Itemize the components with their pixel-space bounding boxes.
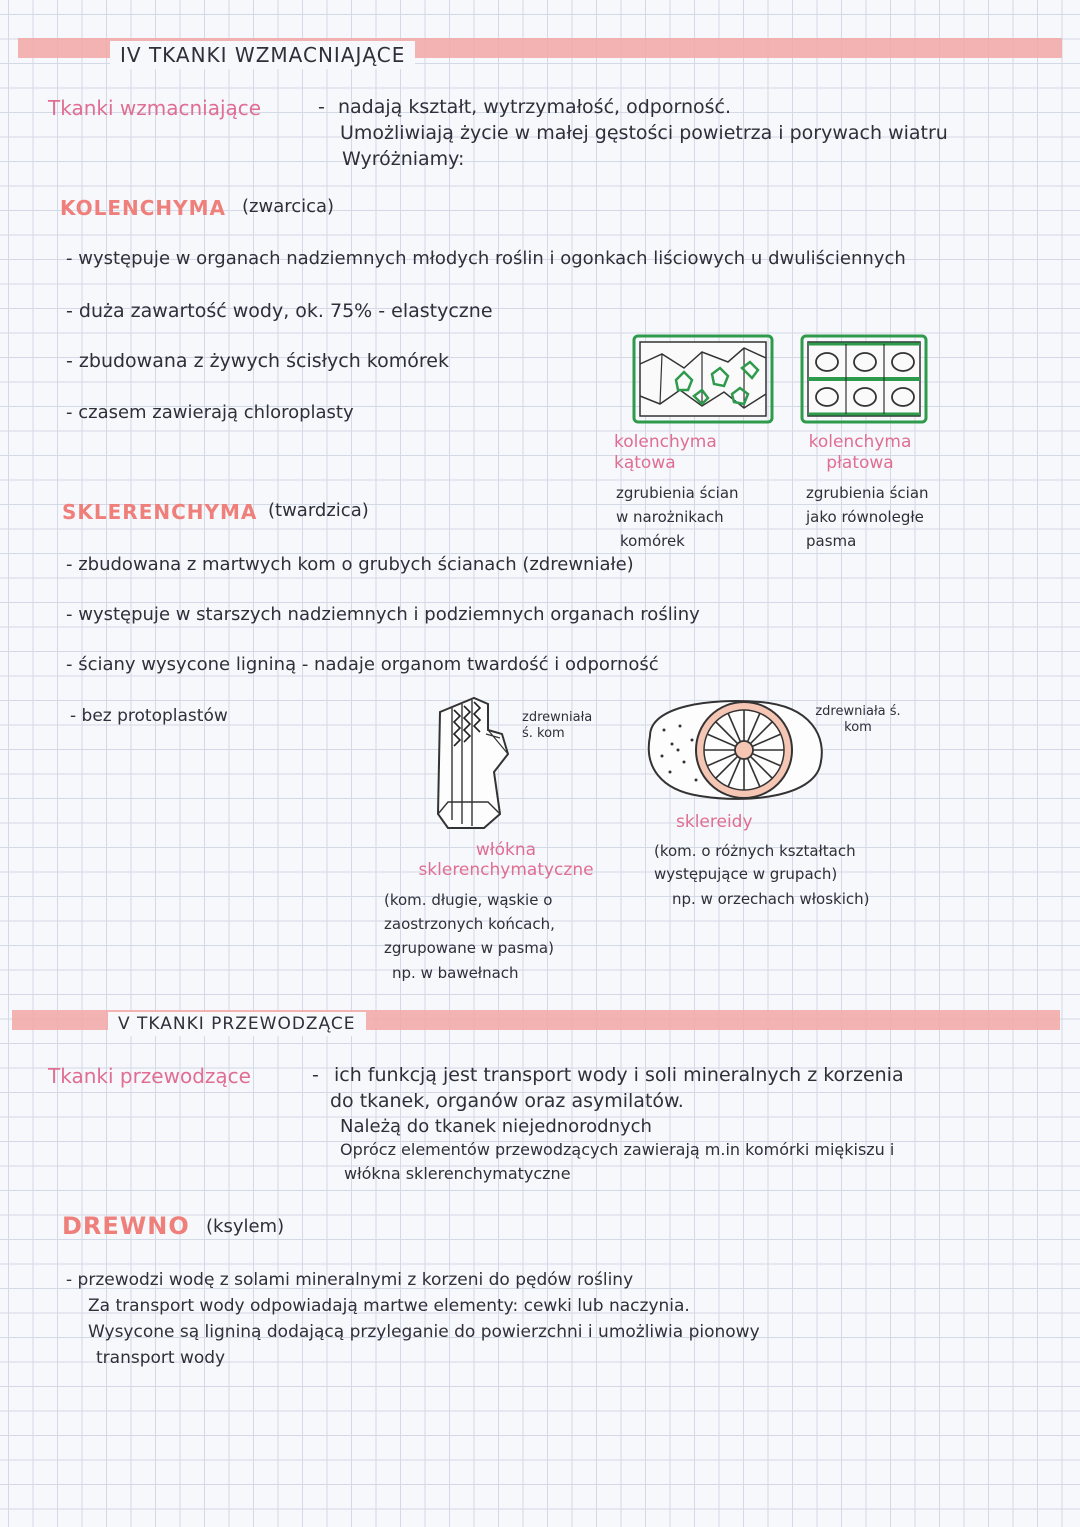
sklerenchyma-bullet-4: - bez protoplastów xyxy=(70,706,228,726)
section-4-intro-line-3: Wyróżniamy: xyxy=(342,148,465,170)
drewno-line-4: transport wody xyxy=(96,1348,226,1368)
drewno-line-3: Wysycone są ligniną dodającą przyleganie do powierzchni i umożliwia pionowy xyxy=(88,1322,760,1342)
fibers-description: (kom. długie, wąskie o zaostrzonych końcach, zgrupowane w pasma) xyxy=(384,891,555,957)
section-5-intro-line-5: włókna sklerenchymatyczne xyxy=(344,1164,571,1183)
drewno-line-1: - przewodzi wodę z solami mineralnymi z korzeni do pędów rośliny xyxy=(66,1270,634,1290)
kolenchyma-katowa-desc-3: komórek xyxy=(620,532,685,550)
sklerenchyma-bullet-2: - występuje w starszych nadziemnych i podziemnych organach rośliny xyxy=(66,604,700,625)
kolenchyma-katowa-caption: kolenchyma kątowa xyxy=(614,432,717,473)
section-5-intro-line-4: Oprócz elementów przewodzących zawierają m.in komórki miękiszu i xyxy=(340,1140,895,1159)
section-4-intro-dash: - xyxy=(318,96,325,118)
sklerenchyma-title: SKLERENCHYMA xyxy=(62,500,258,524)
sklereidy-description: (kom. o różnych kształtach występujące w grupach) xyxy=(654,842,856,883)
kolenchyma-bullet-4: - czasem zawierają chloroplasty xyxy=(66,402,354,423)
kolenchyma-platowa-caption: kolenchyma płatowa xyxy=(808,432,912,473)
sklereidy-wall-label: zdrewniała ś. kom xyxy=(815,704,901,735)
kolenchyma-bullet-2: - duża zawartość wody, ok. 75% - elastyczne xyxy=(66,300,493,322)
sklerenchyma-alt-name: (twardzica) xyxy=(268,500,369,521)
sklerenchyma-fibers-drawing xyxy=(430,694,520,834)
sklereidy-example: np. w orzechach włoskich) xyxy=(672,890,870,908)
kolenchyma-bullet-1: - występuje w organach nadziemnych młodych roślin i ogonkach liściowych u dwuliściennych xyxy=(66,248,906,269)
drewno-line-2: Za transport wody odpowiadają martwe elementy: cewki lub naczynia. xyxy=(88,1296,690,1316)
sklerenchyma-bullet-3: - ściany wysycone ligniną - nadaje organom twardość i odporność xyxy=(66,654,659,675)
kolenchyma-platowa-desc-2: jako równoległe xyxy=(806,508,924,526)
drewno-title: DREWNO xyxy=(62,1212,190,1240)
kolenchyma-katowa-desc-1: zgrubienia ścian xyxy=(616,484,739,502)
section-4-heading: IV TKANKI WZMACNIAJĄCE xyxy=(110,41,415,69)
section-4-intro-term: Tkanki wzmacniające xyxy=(48,96,262,120)
section-5-intro-line-3: Należą do tkanek niejednorodnych xyxy=(340,1116,652,1137)
kolenchyma-platowa-drawing xyxy=(800,334,928,424)
drewno-alt-name: (ksylem) xyxy=(206,1216,285,1237)
section-5-intro-dash: - xyxy=(312,1064,319,1086)
kolenchyma-platowa-desc-1: zgrubienia ścian xyxy=(806,484,929,502)
kolenchyma-katowa-drawing xyxy=(632,334,774,424)
kolenchyma-katowa-desc-2: w narożnikach xyxy=(616,508,724,526)
fibers-example: np. w bawełnach xyxy=(392,964,519,982)
section-4-intro-line-2: Umożliwiają życie w małej gęstości powietrza i porywach wiatru xyxy=(340,122,948,144)
sklereidy-drawing xyxy=(640,696,830,806)
kolenchyma-bullet-3: - zbudowana z żywych ścisłych komórek xyxy=(66,350,449,372)
section-5-intro-line-2: do tkanek, organów oraz asymilatów. xyxy=(330,1090,684,1112)
section-5-intro-term: Tkanki przewodzące xyxy=(48,1064,251,1088)
section-4-intro-line-1: nadają kształt, wytrzymałość, odporność. xyxy=(338,96,732,118)
kolenchyma-title: KOLENCHYMA xyxy=(60,196,227,220)
section-5-heading: V TKANKI PRZEWODZĄCE xyxy=(108,1012,366,1036)
kolenchyma-platowa-desc-3: pasma xyxy=(806,532,857,550)
fibers-wall-label: zdrewniała ś. kom xyxy=(522,710,593,741)
sklerenchyma-bullet-1: - zbudowana z martwych kom o grubych ścianach (zdrewniałe) xyxy=(66,554,634,575)
fibers-caption: włókna sklerenchymatyczne xyxy=(418,840,594,880)
kolenchyma-alt-name: (zwarcica) xyxy=(242,196,335,217)
section-5-intro-line-1: ich funkcją jest transport wody i soli mineralnych z korzenia xyxy=(334,1064,904,1086)
sklereidy-caption: sklereidy xyxy=(676,812,753,832)
